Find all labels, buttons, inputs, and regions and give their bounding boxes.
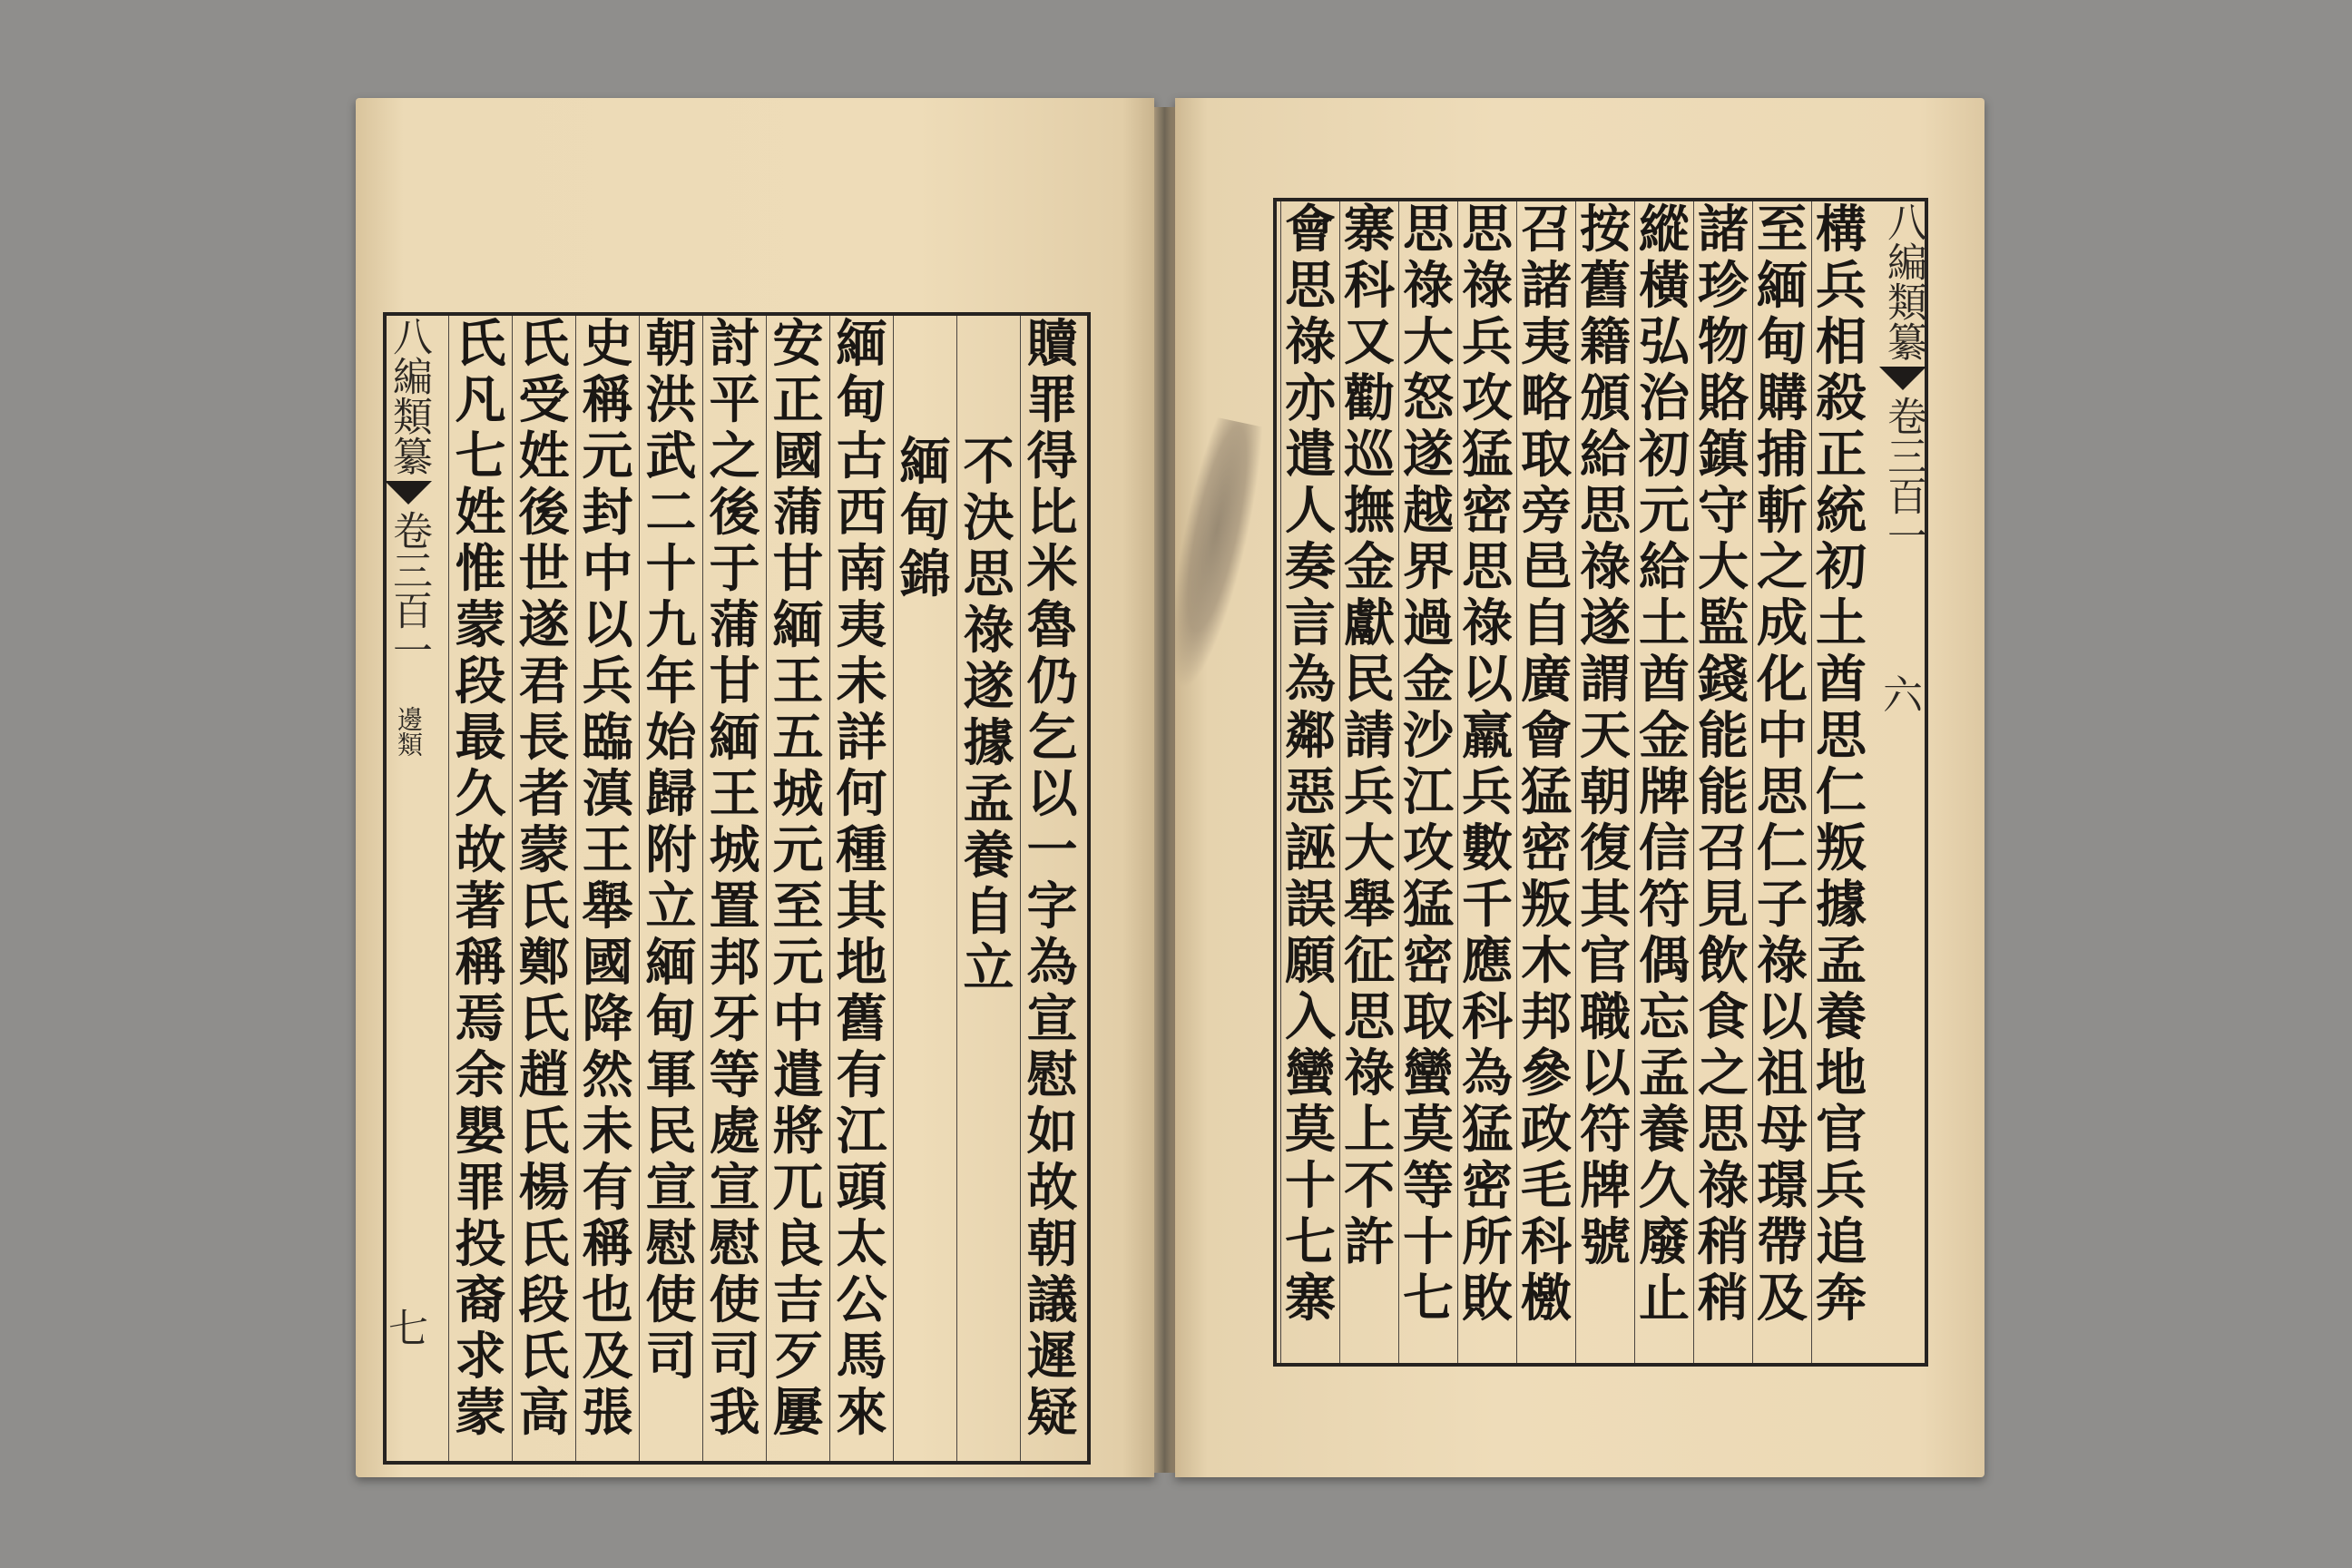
banxin-category: 邊類 bbox=[394, 706, 424, 757]
text-column: 朝 洪 武 二 十 九 年 始 歸 附 立 緬 甸 軍 民 宣 慰 使 司 bbox=[639, 316, 702, 1461]
text-column: 安 正 國 蒲 甘 緬 王 五 城 元 至 元 中 遣 將 兀 良 吉 歹 屢 bbox=[766, 316, 829, 1461]
text-column: 思 祿 兵 攻 猛 密 思 祿 以 羸 兵 數 千 應 科 為 猛 密 所 敗 bbox=[1457, 201, 1516, 1363]
text-column: 按 舊 籍 頒 給 思 祿 遂 謂 天 朝 復 其 官 職 以 符 牌 號 bbox=[1575, 201, 1634, 1363]
fish-tail-mark bbox=[385, 481, 432, 505]
banxin-page-number: 六 bbox=[1883, 672, 1923, 719]
text-column: 諸 珍 物 賂 鎮 守 大 監 錢 能 能 召 見 飲 食 之 思 祿 稍 稍 bbox=[1693, 201, 1752, 1363]
banxin-page-number: 七 bbox=[388, 1306, 428, 1352]
banxin-volume: 卷三百一 bbox=[386, 510, 432, 670]
fish-tail-mark bbox=[1879, 367, 1926, 390]
right-page-banxin bbox=[1877, 201, 1928, 1363]
text-column: 緬 甸 錦 bbox=[893, 316, 956, 1461]
text-column: 會 思 祿 亦 遣 人 奏 言 為 鄰 惡 誣 誤 願 入 蠻 莫 十 七 寨 bbox=[1280, 201, 1339, 1363]
open-book bbox=[356, 98, 1984, 1477]
right-text-frame bbox=[1273, 198, 1928, 1367]
text-column: 氏 受 姓 後 世 遂 君 長 者 蒙 氏 鄭 氏 趙 氏 楊 氏 段 氏 高 bbox=[512, 316, 575, 1461]
left-page bbox=[356, 98, 1154, 1477]
text-column: 構 兵 相 殺 正 統 初 土 酋 思 仁 叛 據 孟 養 地 官 兵 追 奔 bbox=[1811, 201, 1870, 1363]
text-column: 縱 橫 弘 治 初 元 給 土 酋 金 牌 信 符 偶 忘 孟 養 久 廢 止 bbox=[1634, 201, 1693, 1363]
text-column: 思 祿 大 怒 遂 越 界 過 金 沙 江 攻 猛 密 取 蠻 莫 等 十 七 bbox=[1398, 201, 1457, 1363]
text-column: 不 決 思 祿 遂 據 孟 養 自 立 bbox=[956, 316, 1020, 1461]
text-column: 召 諸 夷 略 取 旁 邑 自 廣 會 猛 密 叛 木 邦 參 政 毛 科 檄 bbox=[1516, 201, 1575, 1363]
banxin-volume: 卷三百一 bbox=[1880, 396, 1926, 555]
text-column: 寨 科 又 勸 巡 撫 金 獻 民 請 兵 大 舉 征 思 祿 上 不 許 bbox=[1339, 201, 1398, 1363]
left-text-frame bbox=[383, 312, 1091, 1465]
text-column: 氏 凡 七 姓 惟 蒙 段 最 久 故 著 稱 焉 余 嬰 罪 投 裔 求 蒙 bbox=[448, 316, 512, 1461]
book-gutter bbox=[1154, 107, 1175, 1473]
banxin-title: 八編類纂 bbox=[386, 316, 432, 475]
right-page bbox=[1175, 98, 1984, 1477]
left-page-banxin bbox=[383, 316, 434, 1461]
text-column: 贖 罪 得 比 米 魯 仍 乞 以 一 字 為 宣 慰 如 故 朝 議 遲 疑 bbox=[1020, 316, 1083, 1461]
text-column: 史 稱 元 封 中 以 兵 臨 滇 王 舉 國 降 然 未 有 稱 也 及 張 bbox=[575, 316, 639, 1461]
text-column: 討 平 之 後 于 蒲 甘 緬 王 城 置 邦 牙 等 處 宣 慰 使 司 我 bbox=[702, 316, 766, 1461]
text-column: 緬 甸 古 西 南 夷 未 詳 何 種 其 地 舊 有 江 頭 太 公 馬 來 bbox=[829, 316, 893, 1461]
text-column: 至 緬 甸 購 捕 斬 之 成 化 中 思 仁 子 祿 以 祖 母 璟 帶 及 bbox=[1752, 201, 1811, 1363]
banxin-title: 八編類纂 bbox=[1880, 201, 1926, 361]
